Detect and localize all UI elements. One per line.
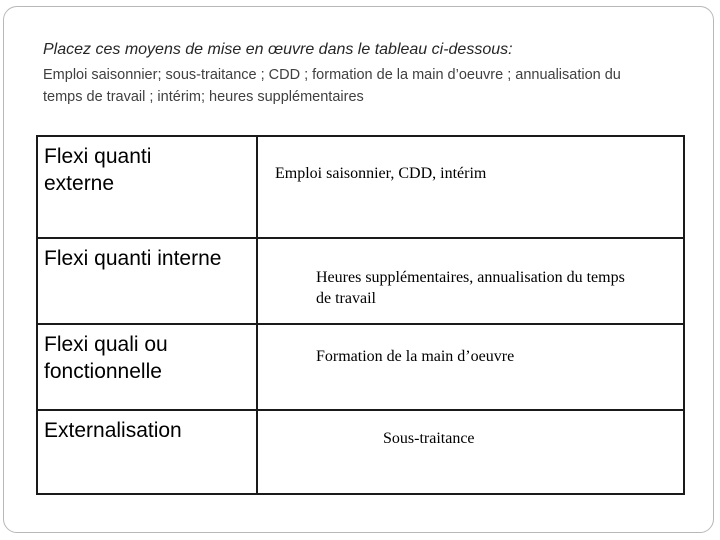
answer-cell: [258, 411, 683, 493]
category-cell: Flexi quanti interne: [38, 239, 258, 325]
table-row: [38, 409, 683, 493]
classification-table: [36, 135, 685, 495]
answer-text: Sous-traitance: [383, 430, 475, 447]
table-row: [38, 323, 683, 411]
category-cell: Flexi quanti externe: [38, 137, 258, 237]
answer-cell: [258, 239, 683, 325]
category-cell: Externalisation: [38, 411, 258, 493]
table-row: [38, 237, 683, 325]
answer-text: Formation de la main d’oeuvre: [316, 348, 515, 365]
category-cell: Flexi quali ou fonctionnelle: [38, 325, 258, 411]
choices-list-text: Emploi saisonnier; sous-traitance ; CDD ; formation de la main d’oeuvre ; annualisation du temps de travail ; intérim; heures supplémentaires: [43, 67, 621, 105]
answer-cell: [258, 325, 683, 411]
answer-text: Emploi saisonnier, CDD, intérim: [275, 165, 487, 182]
instruction-text: Placez ces moyens de mise en œuvre dans le tableau ci-dessous:: [43, 41, 513, 58]
answer-text: Heures supplémentaires, annualisation du temps de travail: [316, 269, 625, 307]
answer-cell: [258, 137, 683, 237]
table-row: [38, 137, 683, 237]
